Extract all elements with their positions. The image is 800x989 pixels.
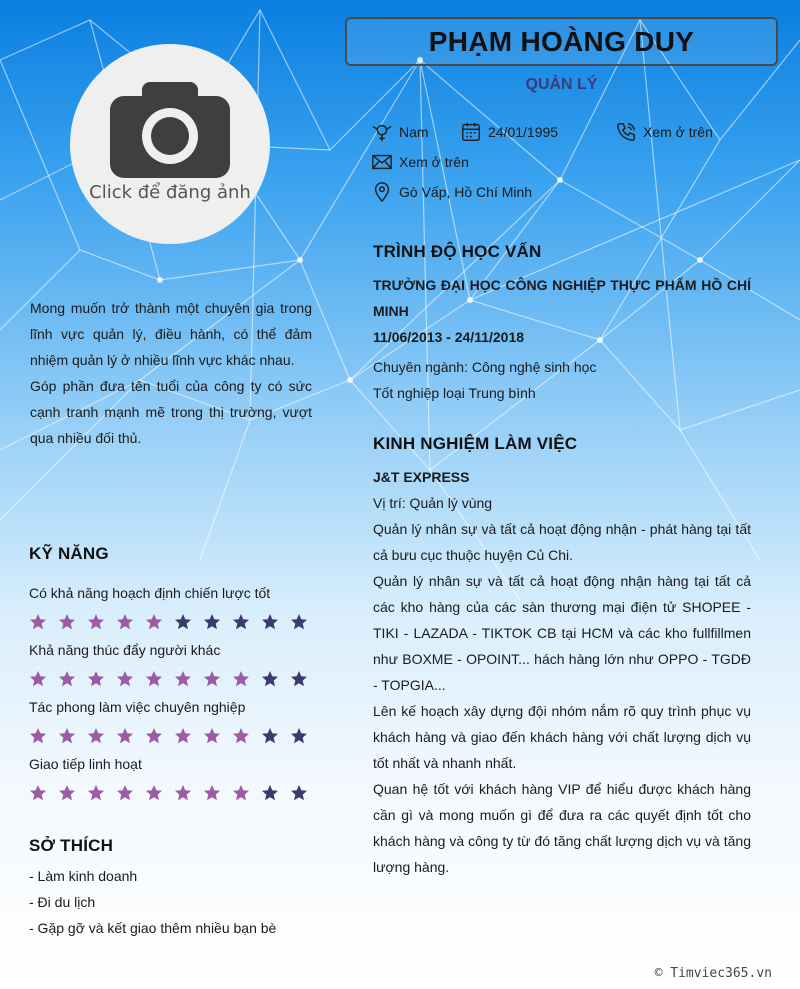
star-filled-icon xyxy=(58,670,76,688)
gender-icon xyxy=(371,121,393,143)
phone-icon xyxy=(615,121,637,143)
star-filled-icon xyxy=(29,727,47,745)
objective-line: Góp phần đưa tên tuổi của công ty có sức cạnh tranh mạnh mẽ trong thị trường, vượt qua nhiều đối thủ. xyxy=(30,378,312,446)
hobby-item: - Làm kinh doanh xyxy=(29,868,138,884)
education-period: 11/06/2013 - 24/11/2018 xyxy=(373,329,525,345)
skill-label: Khả năng thúc đẩy người khác xyxy=(29,642,221,658)
star-empty-icon xyxy=(290,670,308,688)
experience-detail: Quản lý nhân sự và tất cả hoạt động nhận - phát hàng tại tất cả bưu cục thuộc huyện Củ Chi. xyxy=(373,521,751,563)
star-filled-icon xyxy=(232,784,250,802)
star-empty-icon xyxy=(290,727,308,745)
experience-detail: Quan hệ tốt với khách hàng VIP để hiểu được khách hàng cần gì và mong muốn gì để đưa ra các quyết định tốt cho khách hàng và công ty từ đó tăng chất lượng dịch vụ và tăng lượng hàng. xyxy=(373,781,751,875)
skill-rating xyxy=(29,613,319,631)
star-filled-icon xyxy=(203,727,221,745)
hobbies-heading: SỞ THÍCH xyxy=(29,836,114,855)
experience-heading: KINH NGHIỆM LÀM VIỆC xyxy=(373,434,578,453)
star-empty-icon xyxy=(203,613,221,631)
skill-rating xyxy=(29,784,319,802)
education-grade: Tốt nghiệp loại Trung bình xyxy=(373,385,536,401)
phone-info xyxy=(615,121,713,143)
email-value: Xem ở trên xyxy=(399,154,469,170)
calendar-icon xyxy=(460,121,482,143)
skill-label: Có khả năng hoạch định chiến lược tốt xyxy=(29,585,271,601)
star-filled-icon xyxy=(232,727,250,745)
star-filled-icon xyxy=(29,670,47,688)
hobbies-list xyxy=(29,863,329,941)
star-filled-icon xyxy=(232,670,250,688)
star-filled-icon xyxy=(58,784,76,802)
camera-icon xyxy=(110,74,230,178)
career-objective xyxy=(30,295,312,451)
education-heading: TRÌNH ĐỘ HỌC VẤN xyxy=(373,242,542,261)
email-info xyxy=(371,151,469,173)
job-position: Vị trí: Quản lý vùng xyxy=(373,495,493,511)
experience-detail: Quản lý nhân sự và tất cả hoạt động nhận hàng tại tất cả các kho hàng của các sàn thương mại điện tử SHOPEE - TIKI - LAZADA - TIKTOK CB tại HCM và các kho fullfillmen như BOXME - OPOINT... hách hàng lớn như OPPO - TGDĐ - TOPGIA... xyxy=(373,573,751,693)
gender-value: Nam xyxy=(399,124,429,140)
address-info xyxy=(371,181,532,203)
hobby-item: - Đi du lịch xyxy=(29,894,96,910)
star-filled-icon xyxy=(58,727,76,745)
skill-item xyxy=(29,642,319,688)
star-filled-icon xyxy=(87,613,105,631)
star-filled-icon xyxy=(87,670,105,688)
gender-info xyxy=(371,121,429,143)
skill-item xyxy=(29,756,319,802)
envelope-icon xyxy=(371,151,393,173)
star-empty-icon xyxy=(290,784,308,802)
skills-heading: KỸ NĂNG xyxy=(29,544,109,563)
star-empty-icon xyxy=(261,670,279,688)
star-empty-icon xyxy=(290,613,308,631)
star-filled-icon xyxy=(145,670,163,688)
star-filled-icon xyxy=(203,784,221,802)
star-empty-icon xyxy=(261,784,279,802)
star-filled-icon xyxy=(174,727,192,745)
location-pin-icon xyxy=(371,181,393,203)
star-filled-icon xyxy=(145,727,163,745)
star-filled-icon xyxy=(145,784,163,802)
phone-value: Xem ở trên xyxy=(643,124,713,140)
experience-section xyxy=(373,464,751,880)
star-filled-icon xyxy=(116,670,134,688)
star-filled-icon xyxy=(174,670,192,688)
skill-item xyxy=(29,585,319,631)
school-name: TRƯỜNG ĐẠI HỌC CÔNG NGHIỆP THỰC PHẨM HỒ CHÍ MINH xyxy=(373,277,751,319)
job-title: QUẢN LÝ xyxy=(525,76,598,93)
skill-item xyxy=(29,699,319,745)
dob-value: 24/01/1995 xyxy=(488,124,559,140)
dob-info xyxy=(460,121,558,143)
star-filled-icon xyxy=(116,613,134,631)
star-filled-icon xyxy=(87,727,105,745)
star-filled-icon xyxy=(29,613,47,631)
full-name: PHẠM HOÀNG DUY xyxy=(428,25,695,57)
name-box xyxy=(345,17,778,66)
skill-label: Tác phong làm việc chuyên nghiệp xyxy=(29,699,246,715)
star-filled-icon xyxy=(174,784,192,802)
objective-line: Mong muốn trở thành một chuyên gia trong lĩnh vực quản lý, điều hành, có thể đảm nhiệm quản lý ở nhiều lĩnh vực khác nhau. xyxy=(30,300,312,368)
star-empty-icon xyxy=(174,613,192,631)
star-empty-icon xyxy=(261,727,279,745)
star-filled-icon xyxy=(116,784,134,802)
footer-watermark: © Timviec365.vn xyxy=(654,966,772,981)
skill-rating xyxy=(29,670,319,688)
star-filled-icon xyxy=(116,727,134,745)
star-filled-icon xyxy=(58,613,76,631)
star-filled-icon xyxy=(87,784,105,802)
education-major: Chuyên ngành: Công nghệ sinh học xyxy=(373,359,597,375)
star-filled-icon xyxy=(145,613,163,631)
star-filled-icon xyxy=(29,784,47,802)
avatar-caption: Click để đăng ảnh xyxy=(89,182,251,203)
experience-detail: Lên kế hoạch xây dựng đội nhóm nắm rõ quy trình phục vụ khách hàng và giao đến khách hàng với chất lượng dịch vụ tốt nhất và nhanh nhất. xyxy=(373,703,751,771)
address-value: Gò Vấp, Hồ Chí Minh xyxy=(399,184,533,200)
company-name: J&T EXPRESS xyxy=(373,469,470,485)
hobby-item: - Gặp gỡ và kết giao thêm nhiều bạn bè xyxy=(29,920,277,936)
star-empty-icon xyxy=(261,613,279,631)
education-section xyxy=(373,272,751,406)
star-empty-icon xyxy=(232,613,250,631)
avatar-upload[interactable] xyxy=(70,44,270,244)
skill-rating xyxy=(29,727,319,745)
skill-label: Giao tiếp linh hoạt xyxy=(29,756,142,772)
star-filled-icon xyxy=(203,670,221,688)
